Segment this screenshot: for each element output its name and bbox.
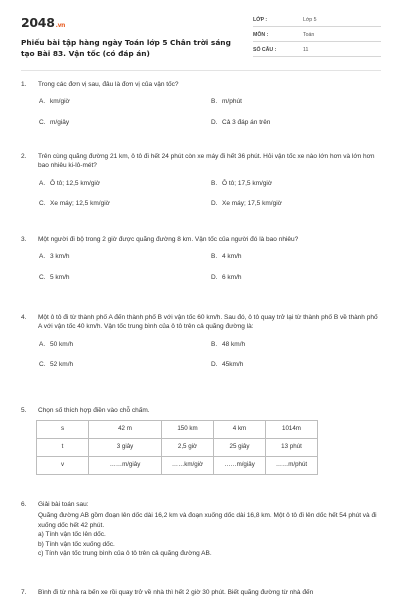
- option-d[interactable]: [211, 273, 381, 282]
- option-a[interactable]: [39, 340, 211, 349]
- option-c[interactable]: [39, 273, 211, 282]
- question-number: 5.: [21, 407, 27, 414]
- question-number: 6.: [21, 501, 27, 508]
- question-1: [21, 80, 381, 127]
- option-letter: D.: [211, 361, 218, 369]
- question-text: Giải bài toán sau:: [38, 501, 89, 508]
- option-text: 4 km/h: [222, 253, 242, 261]
- question-number: 1.: [21, 81, 27, 88]
- option-b[interactable]: [211, 179, 381, 188]
- table-row: [37, 439, 318, 457]
- table-cell: v: [37, 457, 89, 475]
- question-5: [21, 406, 381, 475]
- fill-in-table: [36, 420, 318, 475]
- option-text: 6 km/h: [222, 273, 242, 281]
- option-letter: C.: [39, 200, 46, 208]
- option-text: Ô tô; 17,5 km/giờ: [222, 179, 273, 187]
- table-cell[interactable]: ……m/giây: [214, 457, 266, 475]
- option-letter: A.: [39, 253, 46, 261]
- question-number: 3.: [21, 236, 27, 243]
- problem-text: Quãng đường AB gồm đoạn lên dốc dài 16,2 km và đoạn xuống dốc dài 16,8 km. Một ô tô đi lên dốc hết 54 phút và đi xuống dốc hết 42 phút.: [38, 512, 377, 529]
- option-c[interactable]: [39, 199, 211, 208]
- question-7: [21, 588, 381, 597]
- option-a[interactable]: [39, 97, 211, 106]
- option-a[interactable]: [39, 252, 211, 261]
- option-c[interactable]: [39, 360, 211, 369]
- meta-label: LỚP :: [253, 17, 268, 23]
- question-number: 7.: [21, 589, 27, 596]
- option-letter: C.: [39, 118, 46, 126]
- table-cell: t: [37, 439, 89, 457]
- option-d[interactable]: [211, 118, 381, 127]
- table-cell: 150 km: [162, 421, 214, 439]
- question-text: Bình đi từ nhà ra bến xe rồi quay trở về nhà thì hết 2 giờ 30 phút. Biết quãng đường từ nhà đến: [38, 589, 314, 596]
- table-cell: 13 phút: [266, 439, 318, 457]
- question-text: Trên cùng quãng đường 21 km, ô tô đi hết 24 phút còn xe máy đi hết 36 phút. Hỏi vận tốc xe nào lớn hơn và lớn hơn bao nhiêu ki-lô-mét?: [38, 153, 375, 170]
- subquestion-c: c) Tính vận tốc trung bình của ô tô trên cả quãng đường AB.: [38, 550, 212, 558]
- option-letter: B.: [211, 179, 218, 187]
- option-d[interactable]: [211, 360, 381, 369]
- question-4: [21, 313, 381, 370]
- option-letter: B.: [211, 340, 218, 348]
- question-2: [21, 152, 381, 209]
- option-letter: C.: [39, 273, 46, 281]
- option-letter: C.: [39, 361, 46, 369]
- table-row: [37, 457, 318, 475]
- header-divider: [21, 70, 381, 71]
- table-row: [37, 421, 318, 439]
- option-b[interactable]: [211, 97, 381, 106]
- option-c[interactable]: [39, 118, 211, 127]
- logo-suffix: .vn: [55, 22, 66, 29]
- subquestion-b: b) Tính vận tốc xuống dốc.: [38, 540, 115, 548]
- question-6: [21, 500, 381, 559]
- option-text: 50 km/h: [50, 340, 74, 348]
- table-cell: 4 km: [214, 421, 266, 439]
- meta-row-subject: [253, 29, 381, 42]
- option-letter: D.: [211, 273, 218, 281]
- question-number: 4.: [21, 314, 27, 321]
- option-letter: D.: [211, 118, 218, 126]
- table-cell: s: [37, 421, 89, 439]
- option-letter: D.: [211, 200, 218, 208]
- meta-value: 11: [303, 47, 309, 53]
- option-letter: A.: [39, 179, 46, 187]
- option-letter: B.: [211, 253, 218, 261]
- option-text: m/giây: [50, 118, 70, 126]
- meta-row-count: [253, 44, 381, 57]
- option-text: km/giờ: [50, 98, 70, 106]
- question-text: Một người đi bộ trong 2 giờ được quãng đường 8 km. Vận tốc của người đó là bao nhiêu?: [38, 236, 299, 243]
- table-cell[interactable]: ……m/giây: [89, 457, 162, 475]
- option-text: 3 km/h: [50, 253, 70, 261]
- option-text: 5 km/h: [50, 273, 70, 281]
- logo-text: 2048: [21, 15, 55, 30]
- meta-value: Toán: [303, 32, 315, 38]
- question-3: [21, 235, 381, 282]
- document-title: Phiếu bài tập hàng ngày Toán lớp 5 Chân trời sáng tạo Bài 83. Vận tốc (có đáp án): [21, 38, 231, 58]
- option-b[interactable]: [211, 252, 381, 261]
- table-cell: 42 m: [89, 421, 162, 439]
- option-text: 45km/h: [222, 361, 244, 369]
- option-d[interactable]: [211, 199, 381, 208]
- table-cell[interactable]: ……m/phút: [266, 457, 318, 475]
- option-letter: B.: [211, 98, 218, 106]
- meta-label: MÔN :: [253, 32, 269, 38]
- table-cell: 25 giây: [214, 439, 266, 457]
- option-letter: A.: [39, 98, 46, 106]
- page-header: [21, 14, 381, 64]
- question-text: Chọn số thích hợp điền vào chỗ chấm.: [38, 407, 150, 414]
- meta-label: SỐ CÂU :: [253, 47, 277, 53]
- table-cell[interactable]: ……km/giờ: [162, 457, 214, 475]
- option-text: Xe máy; 17,5 km/giờ: [222, 200, 282, 208]
- option-text: Xe máy; 12,5 km/giờ: [50, 200, 110, 208]
- option-text: 48 km/h: [222, 340, 246, 348]
- option-text: 52 km/h: [50, 361, 74, 369]
- meta-panel: [253, 14, 381, 59]
- table-cell: 3 giây: [89, 439, 162, 457]
- table-cell: 1014m: [266, 421, 318, 439]
- option-text: m/phút: [222, 98, 242, 106]
- option-b[interactable]: [211, 340, 381, 349]
- question-text: Trong các đơn vị sau, đâu là đơn vị của vận tốc?: [38, 81, 179, 88]
- meta-value: Lớp 5: [303, 17, 317, 23]
- option-letter: A.: [39, 340, 46, 348]
- meta-row-class: [253, 14, 381, 27]
- option-a[interactable]: [39, 179, 211, 188]
- question-number: 2.: [21, 153, 27, 160]
- table-cell: 2,5 giờ: [162, 439, 214, 457]
- subquestion-a: a) Tính vận tốc lên dốc.: [38, 531, 106, 539]
- question-text: Một ô tô đi từ thành phố A đến thành phố B với vận tốc 60 km/h. Sau đó, ô tô quay trở lại từ thành phố B về thành phố A với vận tốc 40 km/h. Vận tốc trung bình của ô tô trên cả quãng đường là:: [38, 314, 378, 331]
- site-logo[interactable]: [21, 14, 65, 32]
- option-text: Ô tô; 12,5 km/giờ: [50, 179, 101, 187]
- option-text: Cả 3 đáp án trên: [222, 118, 271, 126]
